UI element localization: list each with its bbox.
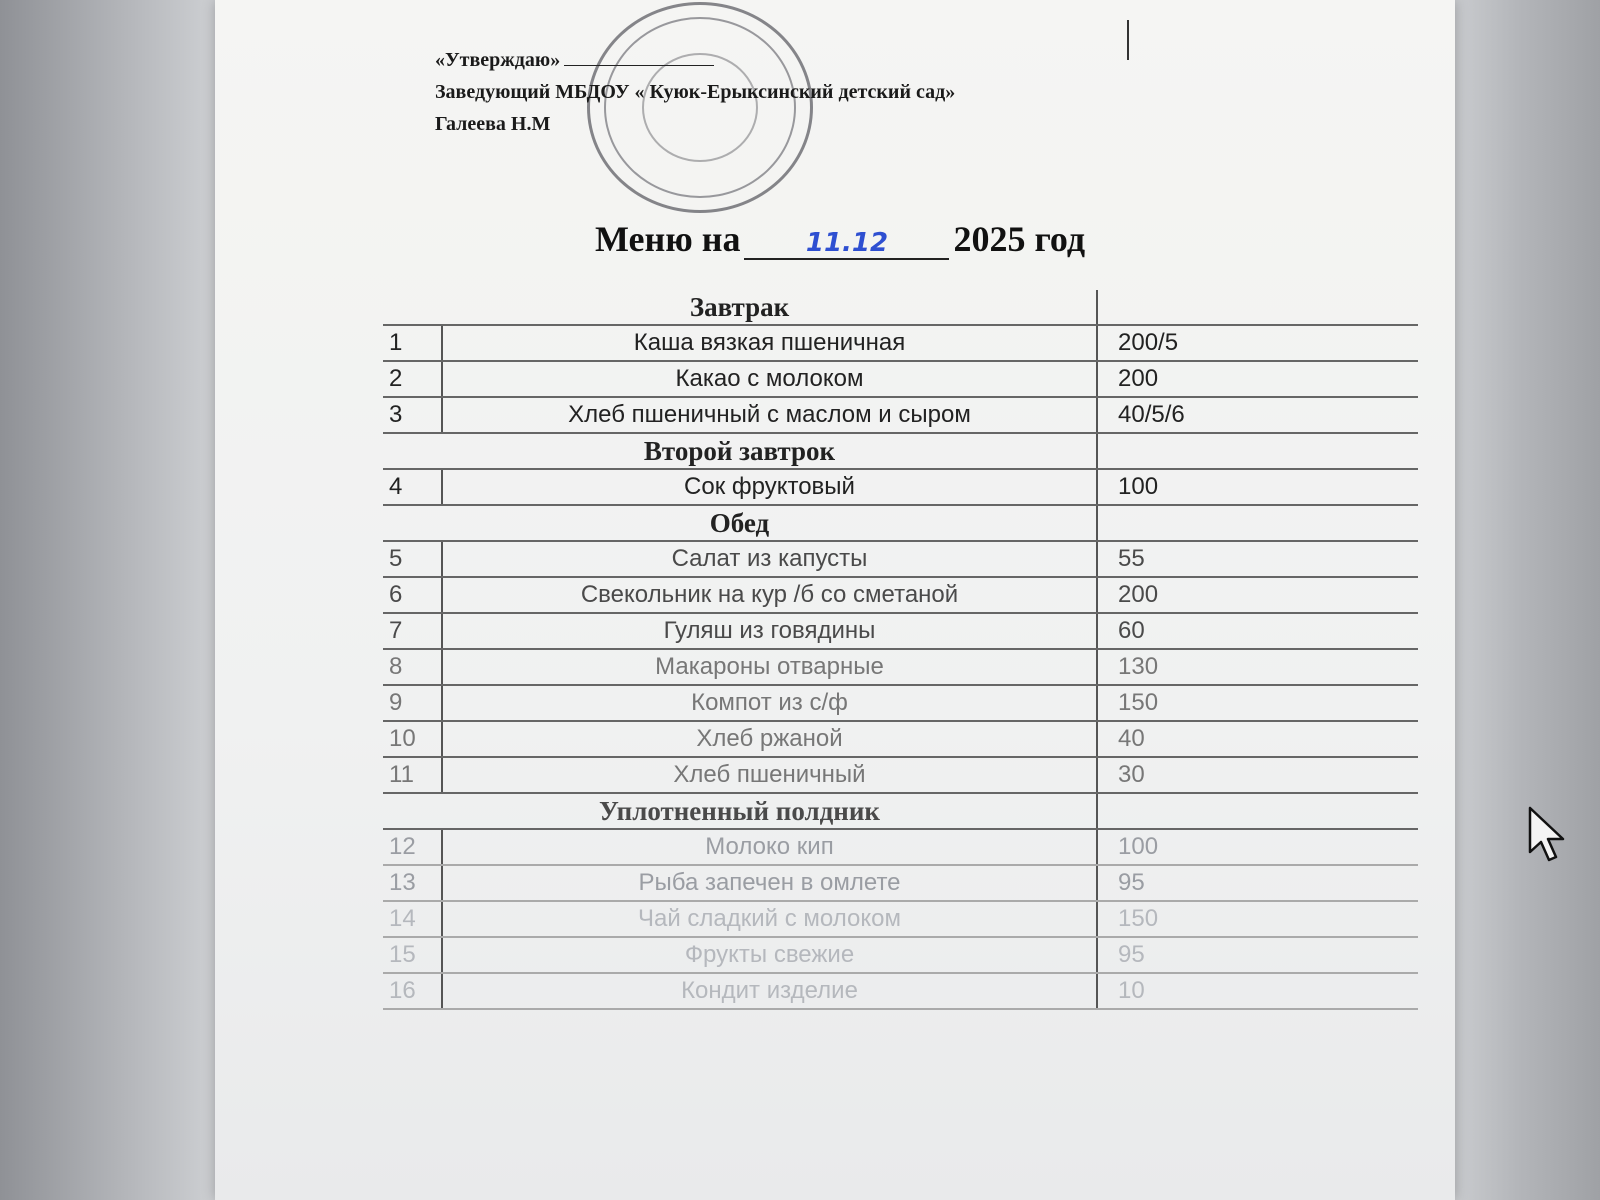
table-row <box>383 757 1418 793</box>
approval-name: Галеева Н.М <box>435 113 551 135</box>
row-number: 14 <box>383 901 442 937</box>
table-row <box>383 577 1418 613</box>
section-header: Обед <box>383 505 1097 541</box>
dish-name: Гуляш из говядины <box>442 613 1097 649</box>
qty-cell <box>1097 793 1418 829</box>
table-row <box>383 901 1418 937</box>
dish-name: Сок фруктовый <box>442 469 1097 505</box>
portion-size: 100 <box>1097 469 1418 505</box>
portion-size: 100 <box>1097 829 1418 865</box>
row-number: 3 <box>383 397 442 433</box>
approval-line <box>435 44 955 76</box>
row-number: 11 <box>383 757 442 793</box>
portion-size: 200 <box>1097 577 1418 613</box>
margin-mark <box>1127 20 1129 60</box>
section-header: Второй завтрок <box>383 433 1097 469</box>
dish-name: Фрукты свежие <box>442 937 1097 973</box>
approval-label: «Утверждаю» <box>435 49 561 71</box>
table-row <box>383 829 1418 865</box>
dish-name: Салат из капусты <box>442 541 1097 577</box>
portion-size: 30 <box>1097 757 1418 793</box>
row-number: 5 <box>383 541 442 577</box>
table-row <box>383 937 1418 973</box>
row-number: 4 <box>383 469 442 505</box>
approval-block <box>435 44 955 140</box>
dish-name: Молоко кип <box>442 829 1097 865</box>
portion-size: 40/5/6 <box>1097 397 1418 433</box>
table-row <box>383 649 1418 685</box>
row-number: 8 <box>383 649 442 685</box>
dish-name: Хлеб пшеничный <box>442 757 1097 793</box>
portion-size: 60 <box>1097 613 1418 649</box>
document-page <box>215 0 1455 1200</box>
mouse-pointer-icon <box>1528 806 1568 864</box>
table-row <box>383 541 1418 577</box>
section-header: Завтрак <box>383 290 1097 325</box>
section-row-breakfast <box>383 290 1418 325</box>
dish-name: Компот из с/ф <box>442 685 1097 721</box>
portion-size: 130 <box>1097 649 1418 685</box>
table-row <box>383 325 1418 361</box>
row-number: 7 <box>383 613 442 649</box>
dish-name: Хлеб ржаной <box>442 721 1097 757</box>
row-number: 9 <box>383 685 442 721</box>
dish-name: Каша вязкая пшеничная <box>442 325 1097 361</box>
approval-position: Заведующий МБДОУ « Куюк-Ерыксинский детский сад» <box>435 81 956 103</box>
dish-name: Хлеб пшеничный с маслом и сыром <box>442 397 1097 433</box>
portion-size: 95 <box>1097 865 1418 901</box>
row-number: 10 <box>383 721 442 757</box>
row-number: 1 <box>383 325 442 361</box>
portion-size: 150 <box>1097 901 1418 937</box>
dish-name: Чай сладкий с молоком <box>442 901 1097 937</box>
page-title <box>595 218 1085 260</box>
row-number: 13 <box>383 865 442 901</box>
qty-cell <box>1097 505 1418 541</box>
table-row <box>383 397 1418 433</box>
table-row <box>383 685 1418 721</box>
title-suffix: 2025 год <box>953 219 1086 259</box>
portion-size: 200/5 <box>1097 325 1418 361</box>
row-number: 12 <box>383 829 442 865</box>
row-number: 15 <box>383 937 442 973</box>
portion-size: 150 <box>1097 685 1418 721</box>
table-row <box>383 865 1418 901</box>
section-row-afternoon-snack <box>383 793 1418 829</box>
section-row-lunch <box>383 505 1418 541</box>
table-row <box>383 361 1418 397</box>
table-row <box>383 469 1418 505</box>
portion-size: 40 <box>1097 721 1418 757</box>
table-row <box>383 613 1418 649</box>
row-number: 6 <box>383 577 442 613</box>
qty-cell <box>1097 433 1418 469</box>
table-row <box>383 973 1418 1009</box>
portion-size: 55 <box>1097 541 1418 577</box>
dish-name: Кондит изделие <box>442 973 1097 1009</box>
row-number: 2 <box>383 361 442 397</box>
portion-size: 10 <box>1097 973 1418 1009</box>
row-number: 16 <box>383 973 442 1009</box>
handwritten-date: 11.12 <box>744 228 949 260</box>
qty-cell <box>1097 290 1418 325</box>
dish-name: Макароны отварные <box>442 649 1097 685</box>
dish-name: Какао с молоком <box>442 361 1097 397</box>
dish-name: Свекольник на кур /б со сметаной <box>442 577 1097 613</box>
section-header: Уплотненный полдник <box>383 793 1097 829</box>
signature-line <box>564 47 714 66</box>
section-row-second-breakfast <box>383 433 1418 469</box>
portion-size: 95 <box>1097 937 1418 973</box>
title-prefix: Меню на <box>595 219 741 259</box>
portion-size: 200 <box>1097 361 1418 397</box>
dish-name: Рыба запечен в омлете <box>442 865 1097 901</box>
table-row <box>383 721 1418 757</box>
menu-table <box>383 290 1418 1010</box>
